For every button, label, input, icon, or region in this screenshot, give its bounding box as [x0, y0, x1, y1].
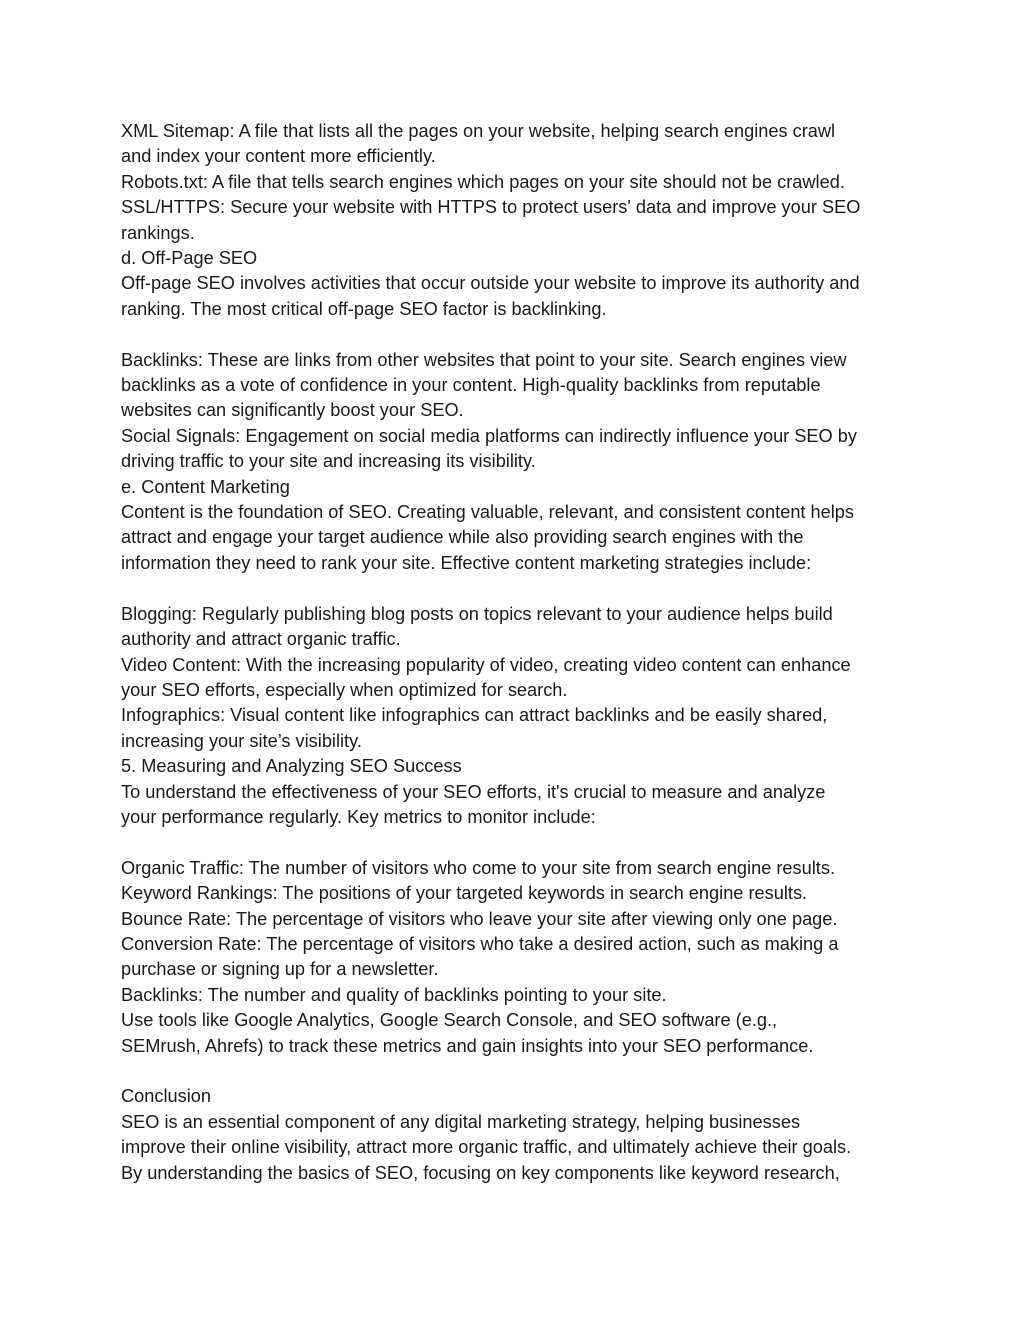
blank-line — [121, 576, 921, 601]
text-line: attract and engage your target audience while also providing search engines with the — [121, 527, 804, 548]
text-line: By understanding the basics of SEO, focusing on key components like keyword research, — [121, 1162, 840, 1183]
text-line: Infographics: Visual content like infographics can attract backlinks and be easily shared, — [121, 705, 828, 726]
text-line: Bounce Rate: The percentage of visitors who leave your site after viewing only one page. — [121, 908, 838, 929]
text-line: increasing your site’s visibility. — [121, 730, 362, 751]
text-line: SSL/HTTPS: Secure your website with HTTPS to protect users' data and improve your SEO — [121, 197, 861, 218]
text-line: SEMrush, Ahrefs) to track these metrics and gain insights into your SEO performance. — [121, 1035, 814, 1056]
text-line: ranking. The most critical off-page SEO factor is backlinking. — [121, 298, 607, 319]
text-line: Robots.txt: A file that tells search engines which pages on your site should not be crawled. — [121, 171, 845, 192]
blank-line — [121, 1059, 921, 1084]
text-line: your SEO efforts, especially when optimized for search. — [121, 679, 568, 700]
text-line: Video Content: With the increasing popularity of video, creating video content can enhance — [121, 654, 851, 675]
text-line: Conversion Rate: The percentage of visitors who take a desired action, such as making a — [121, 933, 839, 954]
text-line: Backlinks: These are links from other websites that point to your site. Search engines view — [121, 349, 847, 370]
text-line: websites can significantly boost your SEO. — [121, 400, 464, 421]
text-line: your performance regularly. Key metrics to monitor include: — [121, 806, 596, 827]
text-line: improve their online visibility, attract more organic traffic, and ultimately achieve their goals. — [121, 1137, 852, 1158]
text-line: authority and attract organic traffic. — [121, 629, 401, 650]
text-line: purchase or signing up for a newsletter. — [121, 959, 439, 980]
text-line: To understand the effectiveness of your SEO efforts, it's crucial to measure and analyze — [121, 781, 826, 802]
text-line: and index your content more efficiently. — [121, 146, 436, 167]
text-line: driving traffic to your site and increasing its visibility. — [121, 451, 536, 472]
blank-line — [121, 830, 921, 855]
text-line: rankings. — [121, 222, 195, 243]
text-line: Social Signals: Engagement on social media platforms can indirectly influence your SEO by — [121, 425, 857, 446]
text-line: Keyword Rankings: The positions of your targeted keywords in search engine results. — [121, 883, 808, 904]
text-line: Backlinks: The number and quality of backlinks pointing to your site. — [121, 984, 667, 1005]
text-line: Use tools like Google Analytics, Google Search Console, and SEO software (e.g., — [121, 1010, 778, 1031]
text-line: XML Sitemap: A file that lists all the pages on your website, helping search engines crawl — [121, 121, 836, 141]
text-line: backlinks as a vote of confidence in your content. High-quality backlinks from reputable — [121, 375, 821, 396]
text-line: SEO is an essential component of any digital marketing strategy, helping businesses — [121, 1111, 801, 1132]
text-line: Content is the foundation of SEO. Creating valuable, relevant, and consistent content helps — [121, 502, 855, 523]
text-line: information they need to rank your site. Effective content marketing strategies include: — [121, 552, 812, 573]
section-heading-off-page-seo: d. Off-Page SEO — [121, 248, 258, 269]
section-heading-measuring-seo: 5. Measuring and Analyzing SEO Success — [121, 756, 462, 777]
section-heading-conclusion: Conclusion — [121, 1086, 211, 1107]
blank-line — [121, 322, 921, 347]
text-line: Blogging: Regularly publishing blog posts on topics relevant to your audience helps build — [121, 603, 833, 624]
document-body — [121, 119, 921, 1186]
text-line: Off-page SEO involves activities that occur outside your website to improve its authority and — [121, 273, 860, 294]
text-line: Organic Traffic: The number of visitors who come to your site from search engine results. — [121, 857, 835, 878]
section-heading-content-marketing: e. Content Marketing — [121, 476, 290, 497]
